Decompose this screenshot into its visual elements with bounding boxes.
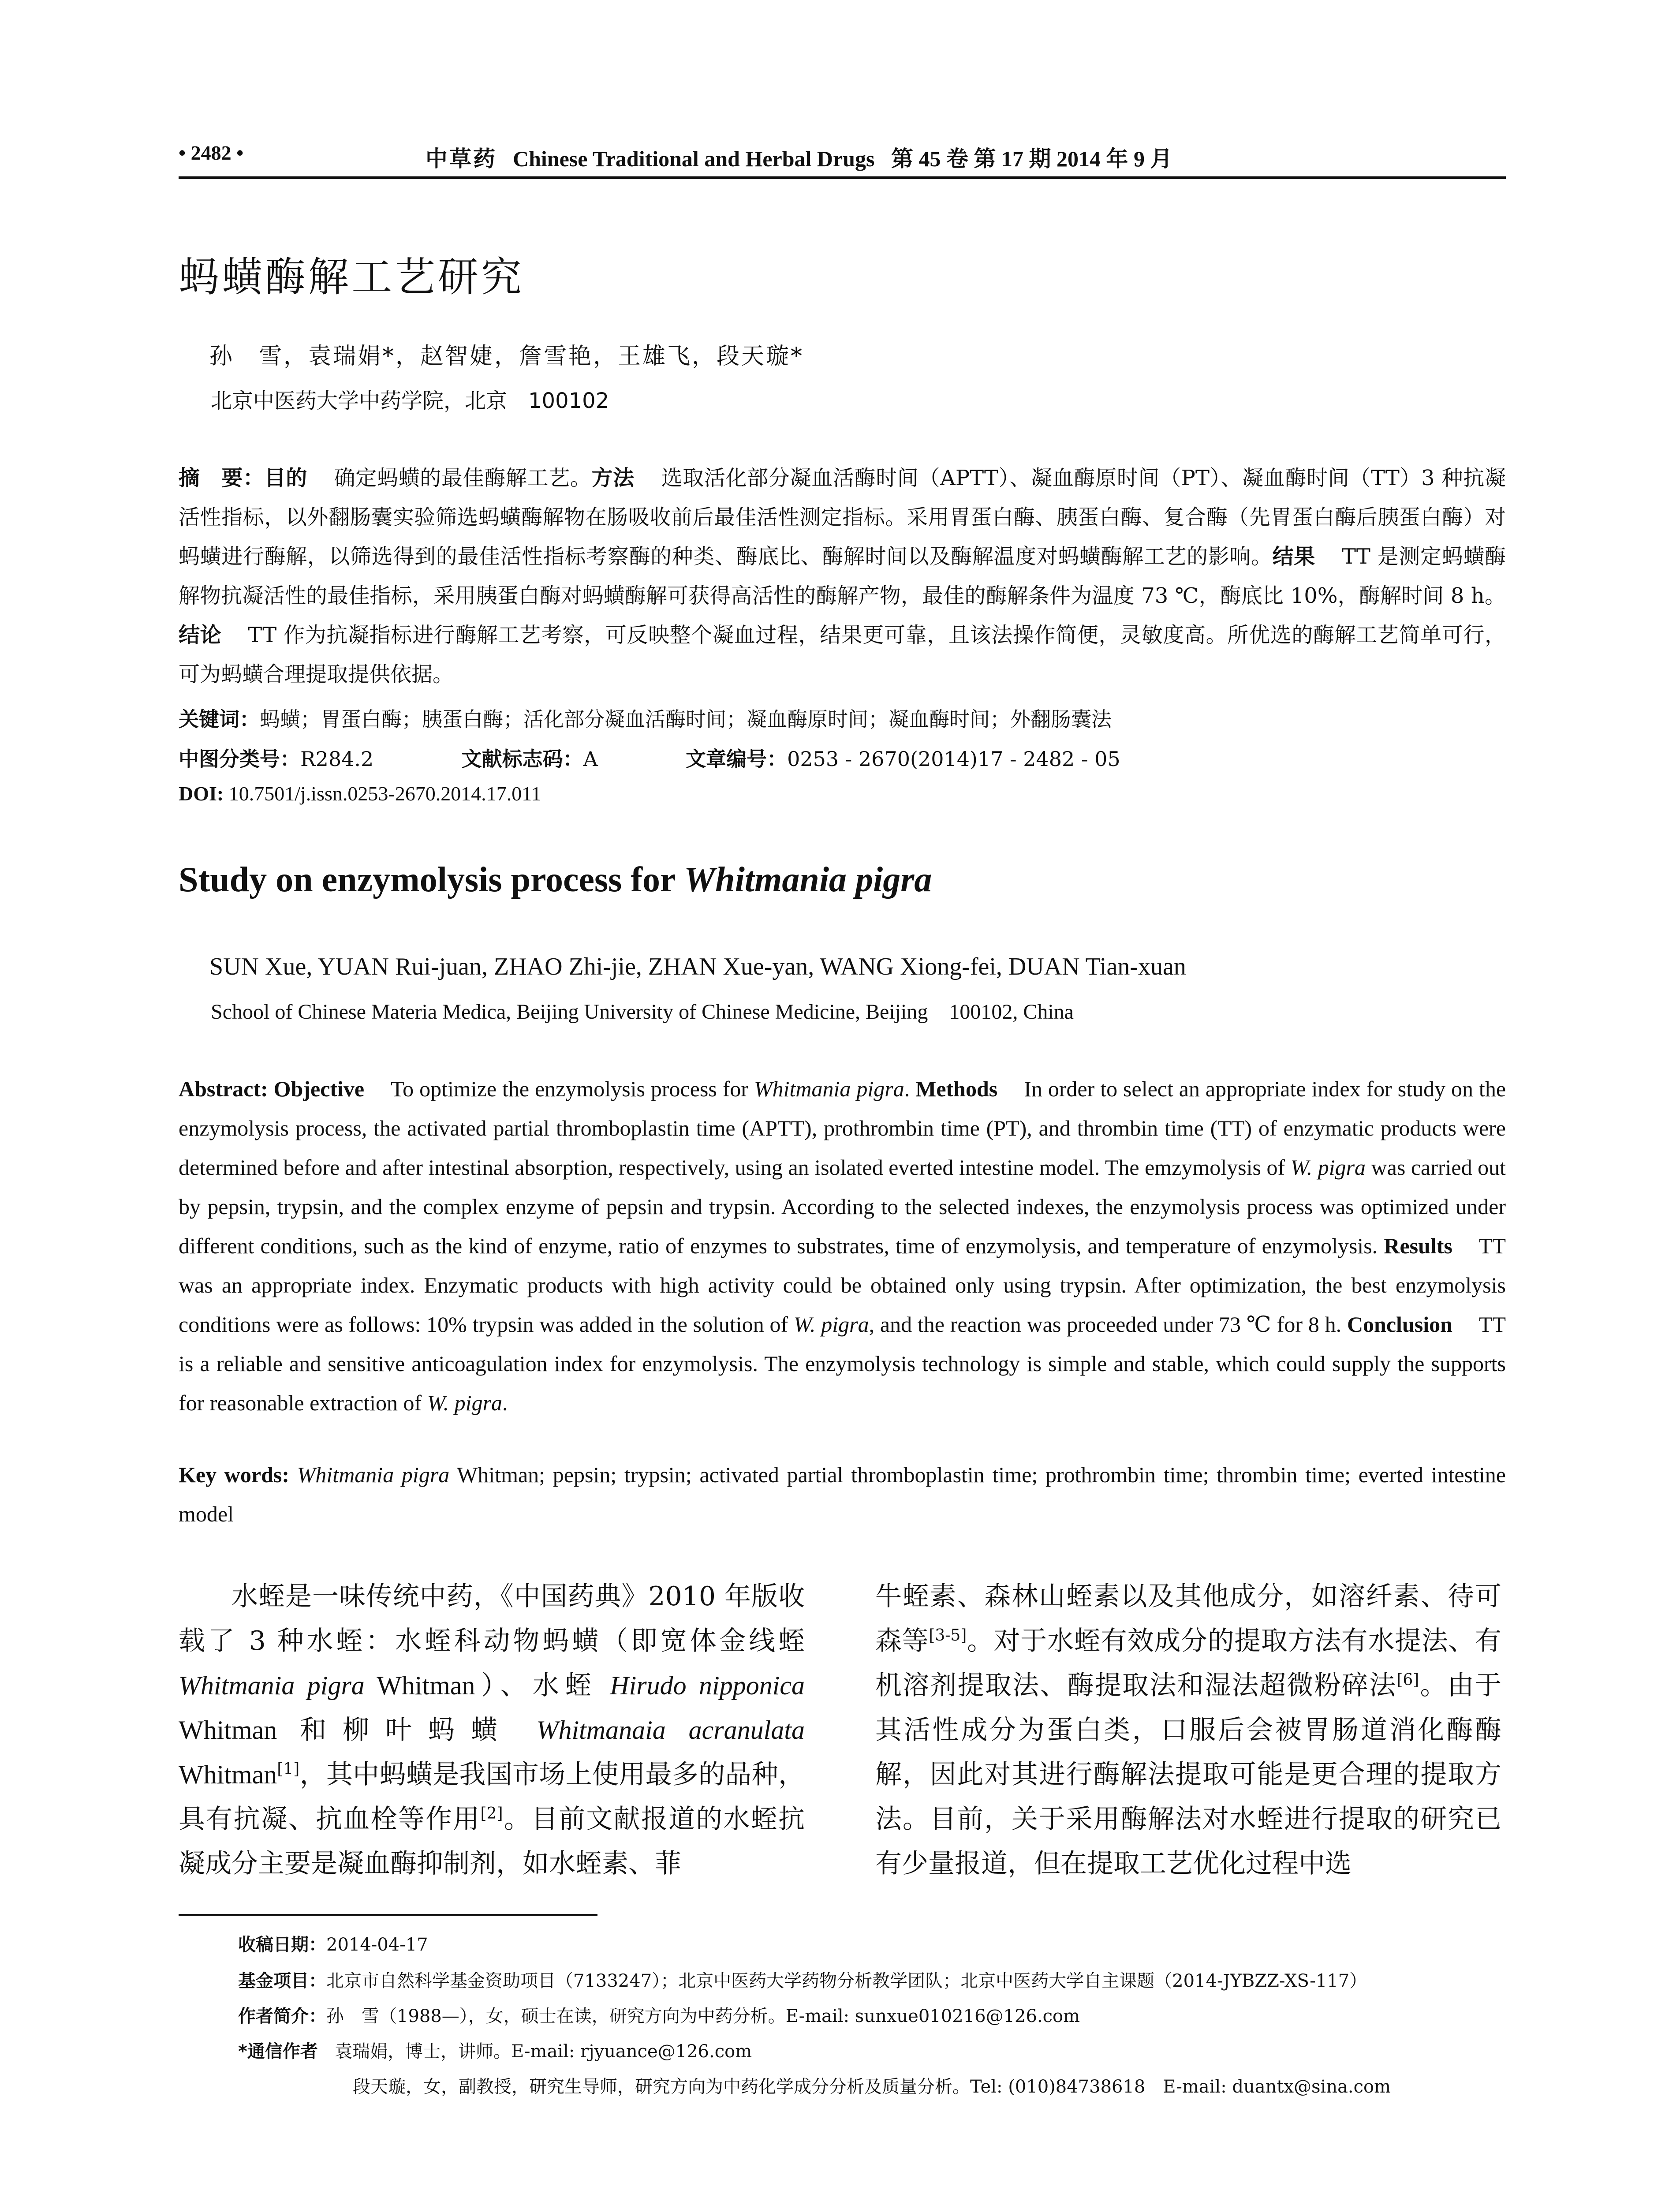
chinese-title: 蚂蟥酶解工艺研究 (179, 254, 525, 301)
keywords-label: 关键词： (179, 707, 260, 731)
citation-ref: [6] (1396, 1671, 1419, 1689)
body-paragraph (179, 1574, 805, 1886)
english-abstract (179, 1069, 1506, 1423)
en-conclusion-end: . (502, 1390, 508, 1415)
en-keywords-text: Whitman; pepsin; trypsin; activated partial thromboplastin time; prothrombin time; thrombin time; everted intestine model (179, 1462, 1506, 1526)
body-text: 水蛭是一味传统中药，《中国药典》2010 年版收载了 3 种水蛭：水蛭科动物蚂蟥（即宽体金线蛭 (179, 1581, 805, 1656)
funding-text: 北京市自然科学基金资助项目（7133247）；北京中医药大学药物分析教学团队；北京中医药大学自主课题（2014-JYBZZ-XS-117） (326, 1971, 1367, 1991)
doc-code-label: 文献标志码： (461, 747, 583, 771)
author-intro-label: 作者简介： (238, 2006, 326, 2026)
results-text: TT 是测定蚂蟥酶解物抗凝活性的最佳指标，采用胰蛋白酶对蚂蟥酶解可获得高活性的酶解产物，最佳的酶解条件为温度 73 ℃，酶底比 10%，酶解时间 8 h。 (179, 544, 1506, 608)
en-keywords-species: Whitmania pigra (297, 1462, 450, 1487)
en-objective-label: Objective (273, 1076, 365, 1101)
conclusion-text: TT 作为抗凝指标进行酶解工艺考察，可反映整个凝血过程，结果更可靠，且该法操作简便，灵敏度高。所优选的酶解工艺简单可行，可为蚂蟥合理提取提供依据。 (179, 623, 1506, 687)
en-abstract-label: Abstract: (179, 1076, 268, 1101)
abstract-label: 摘 要： (179, 466, 265, 490)
doi-value: 10.7501/j.issn.0253-2670.2014.17.011 (228, 782, 541, 805)
footnote-rule (179, 1914, 597, 1916)
chinese-affiliation: 北京中医药大学中药学院，北京 100102 (211, 389, 609, 413)
header-rule (179, 176, 1506, 179)
received-label: 收稿日期： (238, 1935, 326, 1955)
footnote-funding (238, 1967, 1367, 1992)
english-title (179, 860, 932, 900)
body-text: 。目前文献报道的水蛭抗凝成分主要是凝血酶抑制剂，如水蛭素、菲 (179, 1804, 805, 1879)
en-results-species: W. pigra (793, 1312, 869, 1337)
en-conclusion-species: W. pigra (427, 1390, 503, 1415)
en-methods-label: Methods (915, 1076, 998, 1101)
english-affiliation: School of Chinese Materia Medica, Beijing University of Chinese Medicine, Beijing 100102, China (211, 1000, 1074, 1024)
footnote-received (238, 1931, 428, 1956)
objective-text: 确定蚂蟥的最佳酶解工艺。 (333, 466, 592, 490)
en-methods-text-2: was carried out by pepsin, trypsin, and the complex enzyme of pepsin and trypsin. According to the selected indexes, the enzymolysis process was optimized under different conditions, such as the kind of enzyme, ratio of enzymes to substrates, time of enzymolysis, and temperature of enzymolysis. (179, 1155, 1506, 1258)
funding-label: 基金项目： (238, 1971, 326, 1991)
en-results-text: TT was an appropriate index. Enzymatic products with high activity could be obtained only using trypsin. After optimization, the best enzymolysis conditions were as follows: 10% trypsin was added in the solution of (179, 1233, 1506, 1337)
body-column-left (179, 1574, 805, 1886)
body-text: Whitman (179, 1760, 277, 1789)
received-date: 2014-04-17 (326, 1935, 428, 1955)
en-conclusion-text: TT is a reliable and sensitive anticoagulation index for enzymolysis. The enzymolysis technology is simple and stable, which could supply the supports for reasonable extraction of (179, 1312, 1506, 1415)
correspondence-text-1: 袁瑞娟，博士，讲师。E-mail: rjyuance@126.com (335, 2041, 752, 2062)
journal-name (426, 141, 1172, 173)
english-authors: SUN Xue, YUAN Rui-juan, ZHAO Zhi-jie, ZHAN Xue-yan, WANG Xiong-fei, DUAN Tian-xuan (209, 953, 1186, 980)
doi-label: DOI: (179, 782, 224, 805)
objective-label: 目的 (264, 466, 307, 490)
article-number-label: 文章编号： (686, 747, 788, 771)
en-objective-text: To optimize the enzymolysis process for (391, 1076, 754, 1101)
methods-text: 选取活化部分凝血活酶时间（APTT）、凝血酶原时间（PT）、凝血酶时间（TT）3 种抗凝活性指标，以外翻肠囊实验筛选蚂蟥酶解物在肠吸收前后最佳活性测定指标。采用胃蛋白酶、胰蛋白酶、复合酶（先胃蛋白酶后胰蛋白酶）对蚂蟥进行酶解，以筛选得到的最佳活性指标考察酶的种类、酶底比、酶解时间以及酶解温度对蚂蟥酶解工艺的影响。 (179, 466, 1506, 569)
footnote-correspondence (238, 2037, 752, 2063)
volume-issue: 第 45 卷 第 17 期 2014 年 9 月 (891, 146, 1172, 171)
en-results-label: Results (1384, 1233, 1452, 1258)
methods-label: 方法 (591, 466, 635, 490)
en-conclusion-label: Conclusion (1347, 1312, 1452, 1337)
footnote-correspondence-2: 段天璇，女，副教授，研究生导师，研究方向为中药化学成分分析及质量分析。Tel: (010)84738618 E-mail: duantx@sina.com (353, 2077, 1391, 2097)
citation-ref: [1] (277, 1760, 300, 1778)
conclusion-label: 结论 (179, 623, 222, 647)
article-number-value: 0253 - 2670(2014)17 - 2482 - 05 (787, 747, 1120, 771)
footnote-author-intro (238, 2002, 1080, 2027)
english-keywords (179, 1455, 1506, 1534)
classification-line (179, 743, 1120, 772)
body-text: Whitman 和柳叶蚂蟥 (179, 1715, 537, 1745)
chinese-abstract (179, 459, 1506, 694)
clc-label: 中图分类号： (179, 747, 300, 771)
chinese-keywords (179, 703, 1112, 733)
species-name: Whitmania pigra (179, 1671, 365, 1700)
journal-logo: 中草药 (426, 146, 497, 171)
citation-ref: [2] (480, 1805, 503, 1823)
species-name: Whitmanaia acranulata (536, 1715, 805, 1745)
correspondence-label: *通信作者 (238, 2041, 318, 2062)
body-paragraph (875, 1574, 1501, 1886)
body-text: ，其中蚂蟥是我国市场上使用最多的品种，具有抗凝、抗血栓等作用 (179, 1759, 805, 1835)
journal-english-name: Chinese Traditional and Herbal Drugs (513, 146, 875, 171)
en-results-text-2: , and the reaction was proceeded under 73 ℃ for 8 h. (869, 1312, 1342, 1337)
citation-ref: [3-5] (929, 1626, 967, 1644)
chinese-authors: 孙 雪，袁瑞娟*，赵智婕，詹雪艳，王雄飞，段天璇* (209, 343, 804, 370)
english-title-text: Study on enzymolysis process for (179, 860, 684, 899)
en-methods-text: In order to select an appropriate index for study on the enzymolysis process, the activated partial thromboplastin time (APTT), prothrombin time (PT), and thrombin time (TT) of enzymatic products were determined before and after intestinal absorption, respectively, using an isolated everted intestine model. The emzymolysis of (179, 1076, 1506, 1180)
author-intro-text: 孙 雪（1988—），女，硕士在读，研究方向为中药分析。E-mail: sunxue010216@126.com (326, 2006, 1080, 2026)
body-column-right (875, 1574, 1501, 1886)
en-objective-species: Whitmania pigra (754, 1076, 904, 1101)
keywords-text: 蚂蟥；胃蛋白酶；胰蛋白酶；活化部分凝血活酶时间；凝血酶原时间；凝血酶时间；外翻肠囊法 (260, 707, 1112, 731)
doc-code-value: A (583, 747, 598, 771)
body-text: 。由于其活性成分为蛋白类，口服后会被胃肠道消化酶酶解，因此对其进行酶解法提取可能是更合理的提取方法。目前，关于采用酶解法对水蛭进行提取的研究已有少量报道，但在提取工艺优化过程中选 (875, 1670, 1502, 1879)
body-text: 。对于水蛭有效成分的提取方法有水提法、有机溶剂提取法、酶提取法和湿法超微粉碎法 (875, 1626, 1502, 1701)
english-title-species: Whitmania pigra (684, 860, 932, 899)
running-header (179, 141, 1506, 181)
clc-value: R284.2 (300, 747, 374, 771)
page-number: • 2482 • (179, 142, 244, 164)
en-objective-end: . (904, 1076, 910, 1101)
doi-line (179, 782, 541, 805)
en-keywords-label: Key words: (179, 1462, 290, 1487)
en-methods-species: W. pigra (1290, 1155, 1366, 1180)
species-name: Hirudo nipponica (610, 1671, 805, 1700)
results-label: 结果 (1272, 544, 1315, 569)
body-text: 牛蛭素、森林山蛭素以及其他成分，如溶纤素、待可森等 (875, 1581, 1501, 1656)
body-text: Whitman）、水蛭 (364, 1671, 610, 1700)
